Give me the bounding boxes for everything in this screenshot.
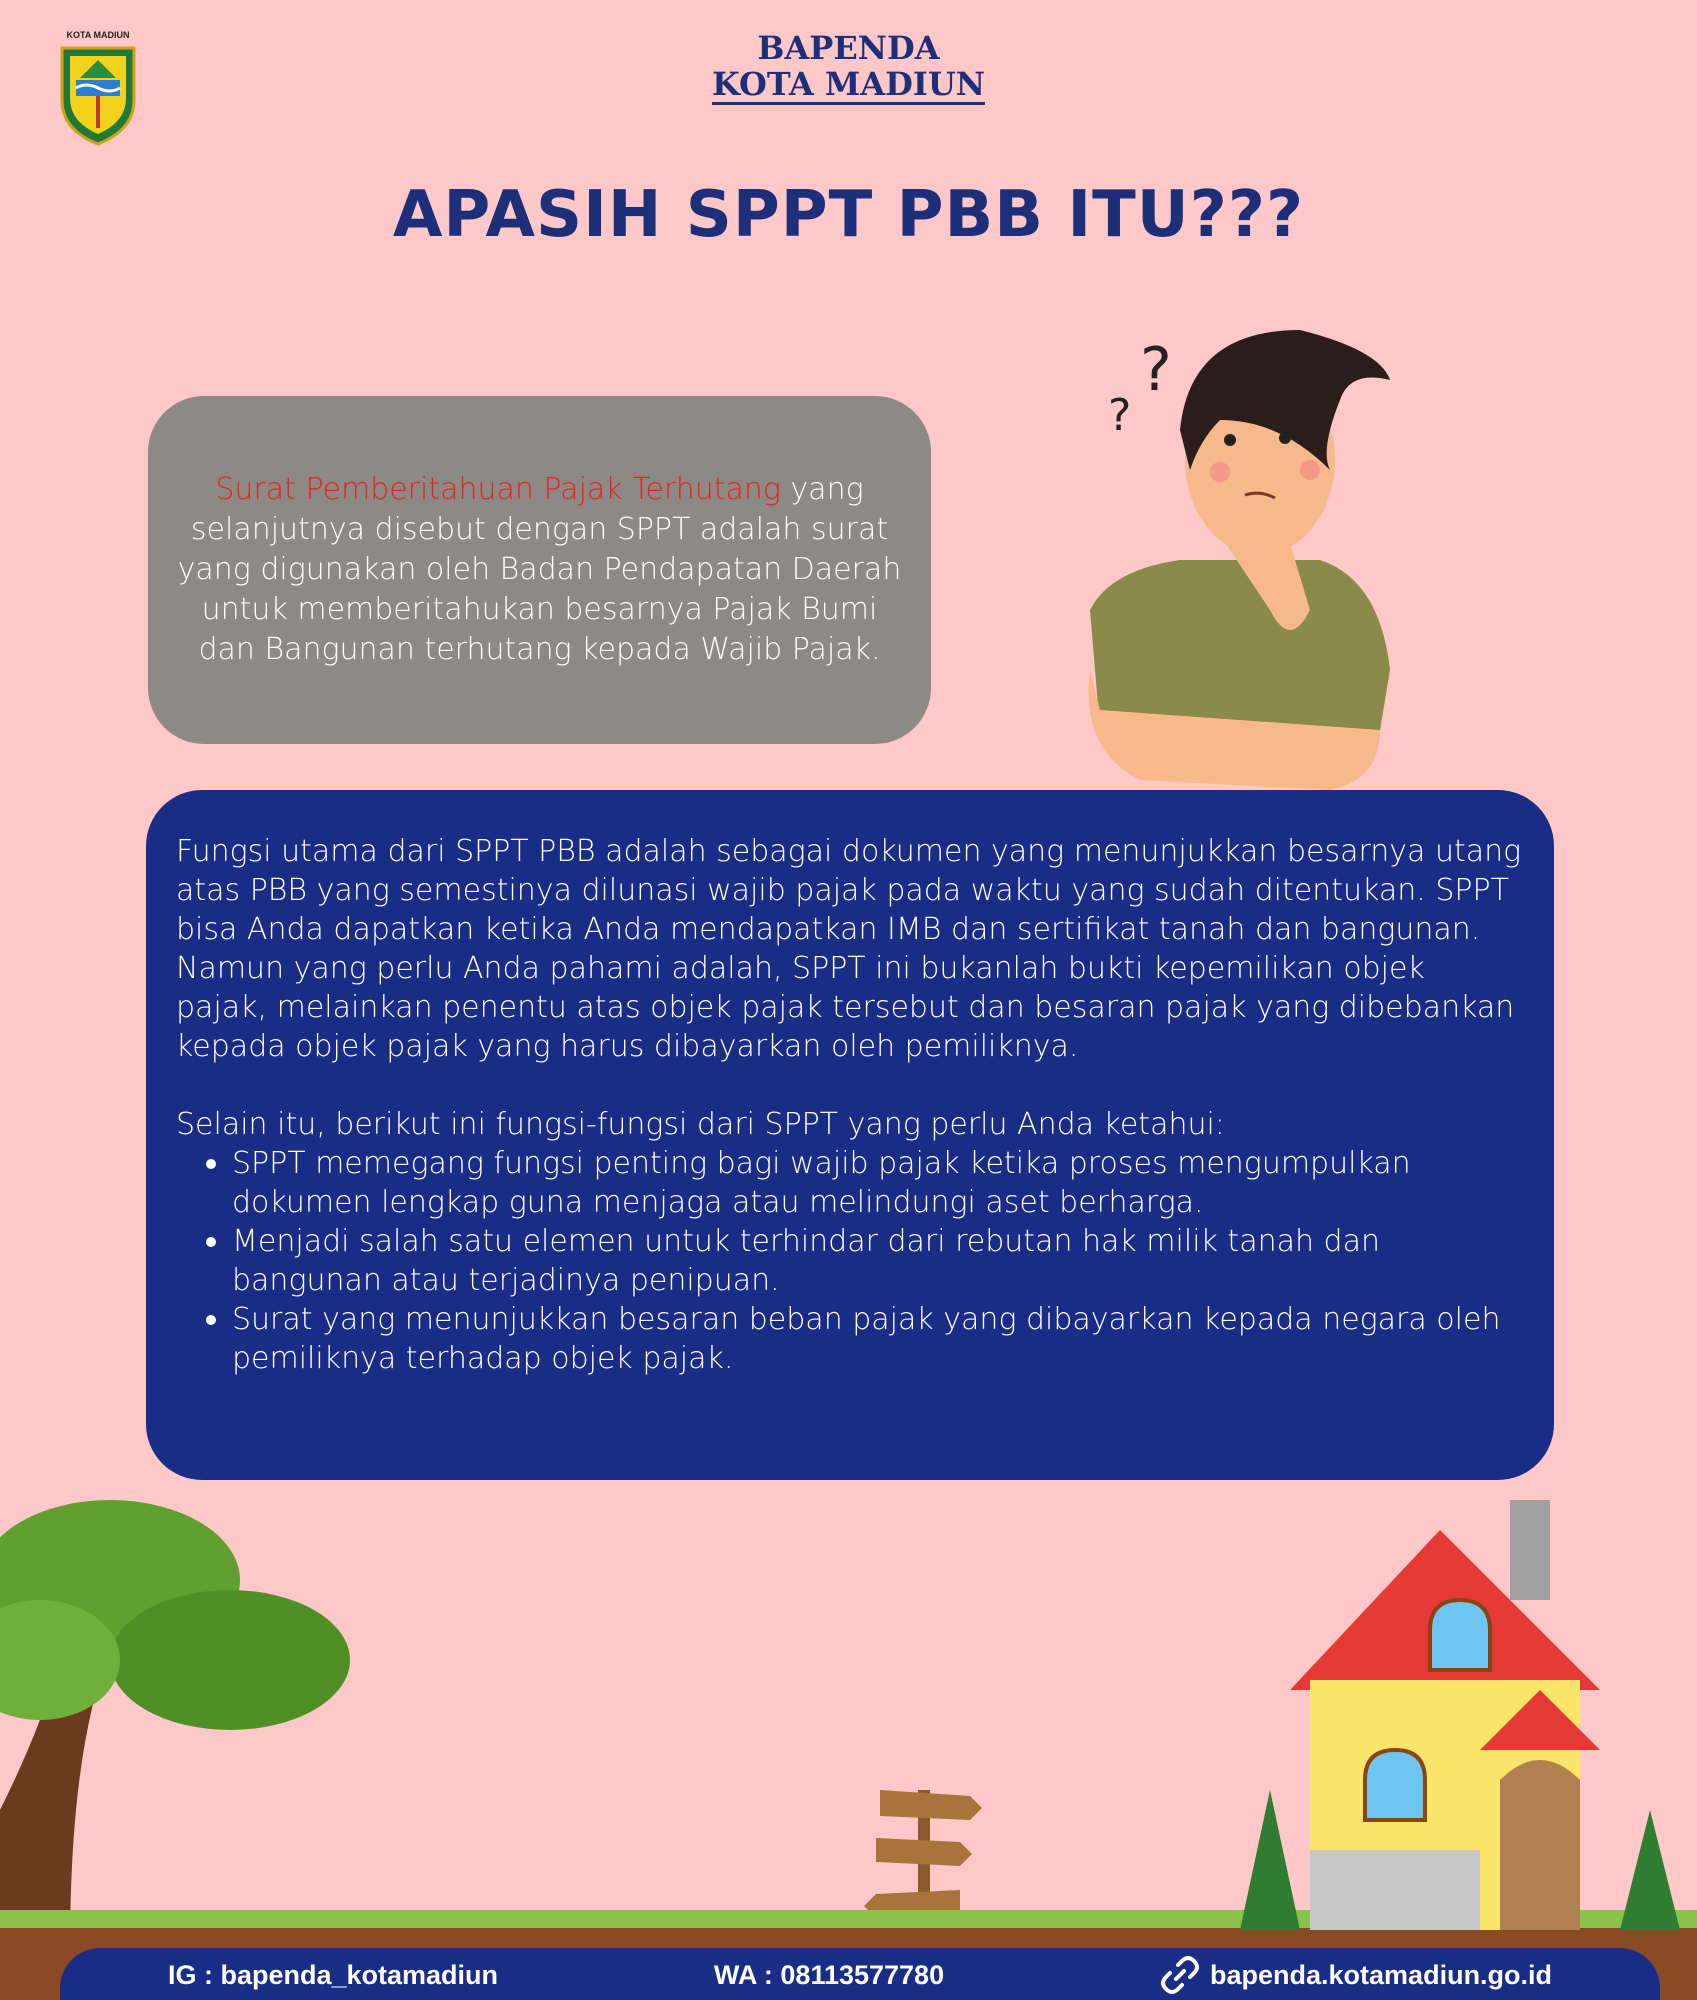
list-item: SPPT memegang fungsi penting bagi wajib pajak ketika proses mengumpulkan dokumen lengkap guna menjaga atau melindungi aset berharga.: [204, 1144, 1524, 1222]
definition-box: [148, 396, 931, 744]
thinking-person-illustration: [1080, 310, 1420, 830]
definition-text: [176, 470, 903, 670]
landscape-illustration: [0, 1490, 1697, 2000]
question-mark-icon: ?: [1140, 335, 1172, 405]
definition-rest: yang selanjutnya disebut dengan SPPT adalah surat yang digunakan oleh Badan Pendapatan Daerah untuk memberitahukan besarnya Pajak Bumi dan Bangunan terhutang kepada Wajib Pajak.: [177, 472, 902, 667]
function-paragraph: Fungsi utama dari SPPT PBB adalah sebagai dokumen yang menunjukkan besarnya utang atas PBB yang semestinya dilunasi wajib pajak pada waktu yang sudah ditentukan. SPPT bisa Anda dapatkan ketika Anda mendapatkan IMB dan sertifikat tanah dan bangunan. Namun yang perlu Anda pahami adalah, SPPT ini bukanlah bukti kepemilikan objek pajak, melainkan penentu atas objek pajak tersebut dan besaran pajak yang dibebankan kepada objek pajak yang harus dibayarkan oleh pemiliknya.: [176, 834, 1522, 1064]
instagram-handle[interactable]: IG : bapenda_kotamadiun: [167, 1959, 499, 1990]
question-mark-icon: ?: [1108, 390, 1132, 441]
function-box: [146, 790, 1554, 1480]
definition-highlight: Surat Pemberitahuan Pajak Terhutang: [215, 472, 781, 507]
tree-illustration: [0, 1500, 350, 1960]
brand-header: [0, 30, 1697, 105]
list-item: Surat yang menunjukkan besaran beban pajak yang dibayarkan kepada negara oleh pemiliknya terhadap objek pajak.: [204, 1300, 1524, 1378]
logo-caption: KOTA MADIUN: [66, 30, 130, 40]
brand-line-1: BAPENDA: [757, 29, 940, 67]
page-title: APASIH SPPT PBB ITU???: [392, 178, 1305, 252]
list-item: Menjadi salah satu elemen untuk terhindar dari rebutan hak milik tanah dan bangunan atau terjadinya penipuan.: [204, 1222, 1524, 1300]
contact-footer: [60, 1948, 1660, 2000]
link-icon: [1160, 1955, 1200, 1995]
house-illustration: [1240, 1500, 1680, 1930]
whatsapp-number[interactable]: WA : 08113577780: [713, 1959, 945, 1990]
website-link[interactable]: [1160, 1955, 1552, 1995]
function-list: [176, 1144, 1524, 1378]
website-url[interactable]: bapenda.kotamadiun.go.id: [1210, 1959, 1553, 1990]
function-intro: Selain itu, berikut ini fungsi-fungsi dari SPPT yang perlu Anda ketahui:: [176, 1107, 1225, 1142]
brand-line-2: KOTA MADIUN: [712, 65, 985, 103]
